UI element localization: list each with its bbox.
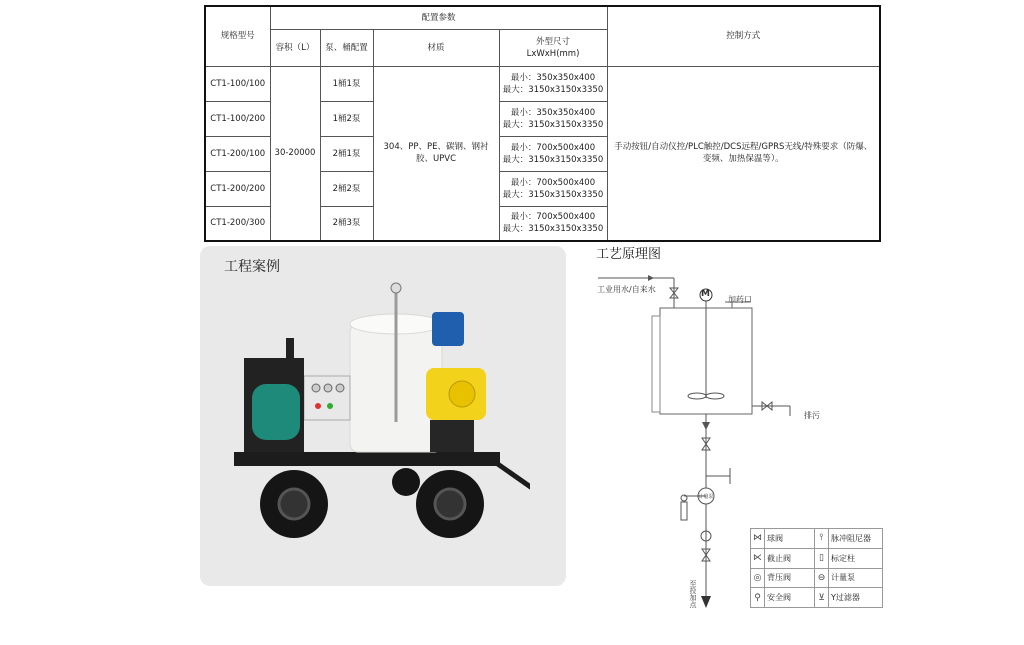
process-diagram-title: 工艺原理图 [596, 247, 662, 262]
size-max: 最大：3150x3150x3350 [502, 119, 604, 130]
cell-size [499, 136, 607, 171]
size-min: 最小：700x500x400 [510, 212, 596, 223]
outlet-arrow [701, 596, 711, 608]
wheel-left [260, 470, 328, 538]
cell-volume: 30-20000 [270, 66, 320, 241]
header-material: 材质 [373, 29, 499, 66]
legend-label: 脉冲阻尼器 [829, 529, 883, 549]
header-model: 规格型号 [205, 6, 270, 66]
cell-size [499, 171, 607, 206]
control-box [304, 376, 350, 420]
pump-motor [432, 312, 464, 346]
dosing-trailer-illustration [230, 282, 530, 552]
motor-label: M [701, 289, 710, 299]
inlet-label: 工业用水/自来水 [597, 285, 656, 294]
legend-label: 球阀 [765, 529, 815, 549]
header-size-line1: 外型尺寸 [536, 36, 571, 47]
generator-cover [252, 384, 300, 440]
y-filter-icon: ⊻ [815, 588, 829, 608]
back-pressure-valve-icon: ◎ [751, 568, 765, 588]
header-volume: 容积（L） [270, 29, 320, 66]
ball-valve-icon: ⋈ [751, 529, 765, 549]
cell-model: CT1-100/200 [205, 101, 270, 136]
legend-label: Y过滤器 [829, 588, 883, 608]
size-max: 最大：3150x3150x3350 [502, 84, 604, 95]
header-size [499, 29, 607, 66]
cell-pump: 2桶3泵 [320, 206, 373, 241]
legend-label: 截止阀 [765, 548, 815, 568]
size-min: 最小：350x350x400 [510, 107, 596, 118]
metering-pump-icon: ⊖ [815, 568, 829, 588]
cell-control: 手动按钮/自动仪控/PLC触控/DCS远程/GPRS无线/特殊要求（防爆、变频、加热保温等）。 [607, 66, 880, 241]
dosing-port-label: 加药口 [728, 295, 752, 304]
project-case-card [200, 246, 566, 586]
table-row [205, 66, 880, 101]
legend [750, 528, 883, 608]
column-icon: ▯ [815, 548, 829, 568]
outlet-label: 至投加点 [689, 580, 697, 608]
project-case-title: 工程案例 [224, 259, 280, 275]
damper-icon: ⫯ [815, 529, 829, 549]
agitator-blade [688, 393, 706, 399]
header-pump: 泵、桶配置 [320, 29, 373, 66]
header-control: 控制方式 [607, 6, 880, 66]
pressure-gauge [391, 283, 401, 293]
size-min: 最小：700x500x400 [510, 142, 596, 153]
size-max: 最大：3150x3150x3350 [502, 154, 604, 165]
cell-model: CT1-200/100 [205, 136, 270, 171]
level-gauge [652, 316, 660, 412]
cell-pump: 1桶2泵 [320, 101, 373, 136]
cell-material: 304、PP、PE、碳钢、钢衬胶、UPVC [373, 66, 499, 241]
safety-valve-icon: ⚲ [751, 588, 765, 608]
check-valve-icon: ⋉ [751, 548, 765, 568]
cell-size [499, 66, 607, 101]
drain-label: 排污 [804, 411, 820, 420]
legend-label: 背压阀 [765, 568, 815, 588]
header-config: 配置参数 [270, 6, 607, 29]
cell-size [499, 206, 607, 241]
cell-model: CT1-200/300 [205, 206, 270, 241]
metering-pump-label: 计量泵 [698, 494, 714, 500]
cell-model: CT1-100/100 [205, 66, 270, 101]
wheel-right [416, 470, 484, 538]
size-max: 最大：3150x3150x3350 [502, 224, 604, 235]
cell-pump: 2桶1泵 [320, 136, 373, 171]
size-min: 最小：350x350x400 [510, 72, 596, 83]
calibration-column-icon [681, 502, 687, 520]
cell-model: CT1-200/200 [205, 171, 270, 206]
cell-size [499, 101, 607, 136]
size-max: 最大：3150x3150x3350 [502, 189, 604, 200]
legend-label: 标定柱 [829, 548, 883, 568]
tow-bar [492, 460, 530, 504]
spec-table [204, 5, 881, 242]
cell-pump: 1桶1泵 [320, 66, 373, 101]
legend-label: 计量泵 [829, 568, 883, 588]
cell-pump: 2桶2泵 [320, 171, 373, 206]
header-size-line2: LxWxH(mm) [526, 48, 580, 59]
legend-label: 安全阀 [765, 588, 815, 608]
size-min: 最小：700x500x400 [510, 177, 596, 188]
trailer-frame [234, 452, 500, 466]
